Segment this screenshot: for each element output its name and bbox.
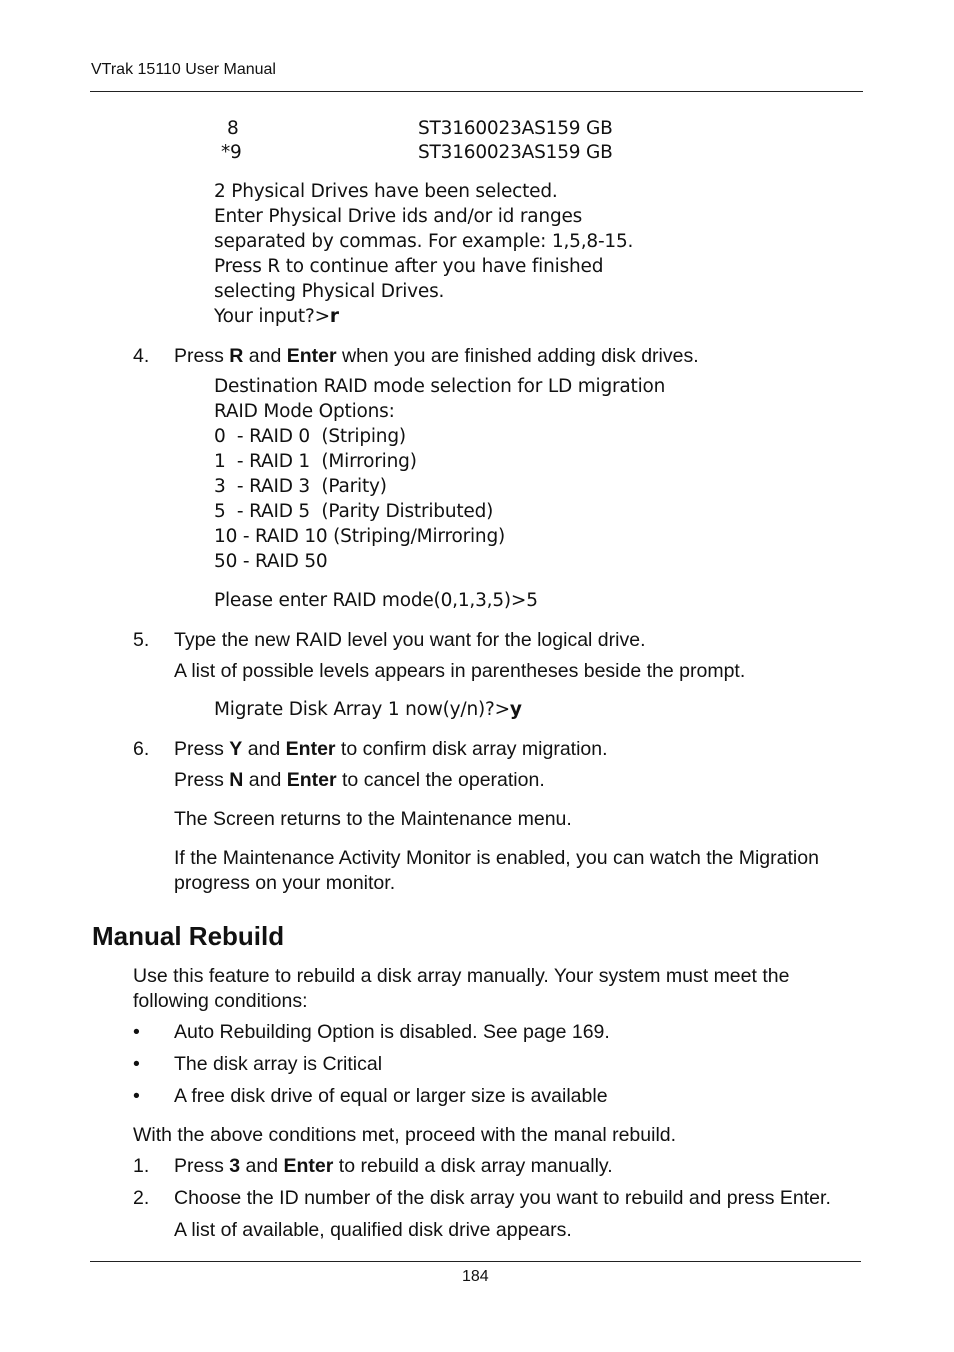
step-text: Choose the ID number of the disk array you want to rebuild and press Enter. bbox=[174, 1187, 831, 1209]
drive-id: 8 bbox=[227, 118, 239, 139]
bullet-icon: • bbox=[133, 1021, 140, 1043]
step-text: Press R and Enter when you are finished adding disk drives. bbox=[174, 345, 699, 367]
console-line: 50 - RAID 50 bbox=[214, 551, 328, 572]
step-text: A list of possible levels appears in parentheses beside the prompt. bbox=[174, 660, 746, 682]
section-heading: Manual Rebuild bbox=[92, 921, 285, 951]
header-rule bbox=[90, 91, 863, 92]
console-line: 1 - RAID 1 (Mirroring) bbox=[214, 451, 417, 472]
step-number: 2. bbox=[133, 1187, 150, 1209]
console-line: 5 - RAID 5 (Parity Distributed) bbox=[214, 501, 494, 522]
console-line: selecting Physical Drives. bbox=[214, 281, 445, 302]
drive-model: ST3160023AS159 GB bbox=[418, 142, 613, 163]
console-line: Destination RAID mode selection for LD migration bbox=[214, 376, 666, 397]
console-line: Enter Physical Drive ids and/or id ranges bbox=[214, 206, 583, 227]
step-number: 4. bbox=[133, 345, 150, 367]
bullet-icon: • bbox=[133, 1053, 140, 1075]
paragraph: Use this feature to rebuild a disk array manually. Your system must meet the bbox=[133, 965, 790, 987]
console-prompt: Your input?>r bbox=[214, 306, 339, 327]
footer-rule bbox=[90, 1261, 861, 1262]
step-text: progress on your monitor. bbox=[174, 872, 396, 894]
console-line: 10 - RAID 10 (Striping/Mirroring) bbox=[214, 526, 506, 547]
console-line: separated by commas. For example: 1,5,8-15. bbox=[214, 231, 634, 252]
console-line: 0 - RAID 0 (Striping) bbox=[214, 426, 406, 447]
step-text: If the Maintenance Activity Monitor is enabled, you can watch the Migration bbox=[174, 847, 819, 869]
drive-model: ST3160023AS159 GB bbox=[418, 118, 613, 139]
step-number: 5. bbox=[133, 629, 150, 651]
step-text: Press N and Enter to cancel the operation. bbox=[174, 769, 545, 791]
console-prompt: Migrate Disk Array 1 now(y/n)?>y bbox=[214, 699, 522, 720]
paragraph: following conditions: bbox=[133, 990, 308, 1012]
console-prompt: Please enter RAID mode(0,1,3,5)>5 bbox=[214, 590, 538, 611]
page-number: 184 bbox=[462, 1268, 489, 1285]
console-line: 3 - RAID 3 (Parity) bbox=[214, 476, 387, 497]
list-item: A free disk drive of equal or larger size is available bbox=[174, 1085, 608, 1107]
console-line: RAID Mode Options: bbox=[214, 401, 395, 422]
step-text: Press 3 and Enter to rebuild a disk array manually. bbox=[174, 1155, 613, 1177]
list-item: The disk array is Critical bbox=[174, 1053, 383, 1075]
running-header: VTrak 15110 User Manual bbox=[91, 61, 276, 78]
step-text: The Screen returns to the Maintenance menu. bbox=[174, 808, 572, 830]
drive-id: *9 bbox=[221, 142, 242, 163]
step-text: A list of available, qualified disk drive appears. bbox=[174, 1219, 572, 1241]
paragraph: With the above conditions met, proceed with the manal rebuild. bbox=[133, 1124, 677, 1146]
bullet-icon: • bbox=[133, 1085, 140, 1107]
step-number: 1. bbox=[133, 1155, 150, 1177]
step-text: Type the new RAID level you want for the logical drive. bbox=[174, 629, 646, 651]
console-line: Press R to continue after you have finished bbox=[214, 256, 604, 277]
step-number: 6. bbox=[133, 738, 150, 760]
console-line: 2 Physical Drives have been selected. bbox=[214, 181, 558, 202]
list-item: Auto Rebuilding Option is disabled. See page 169. bbox=[174, 1021, 610, 1043]
step-text: Press Y and Enter to confirm disk array migration. bbox=[174, 738, 608, 760]
